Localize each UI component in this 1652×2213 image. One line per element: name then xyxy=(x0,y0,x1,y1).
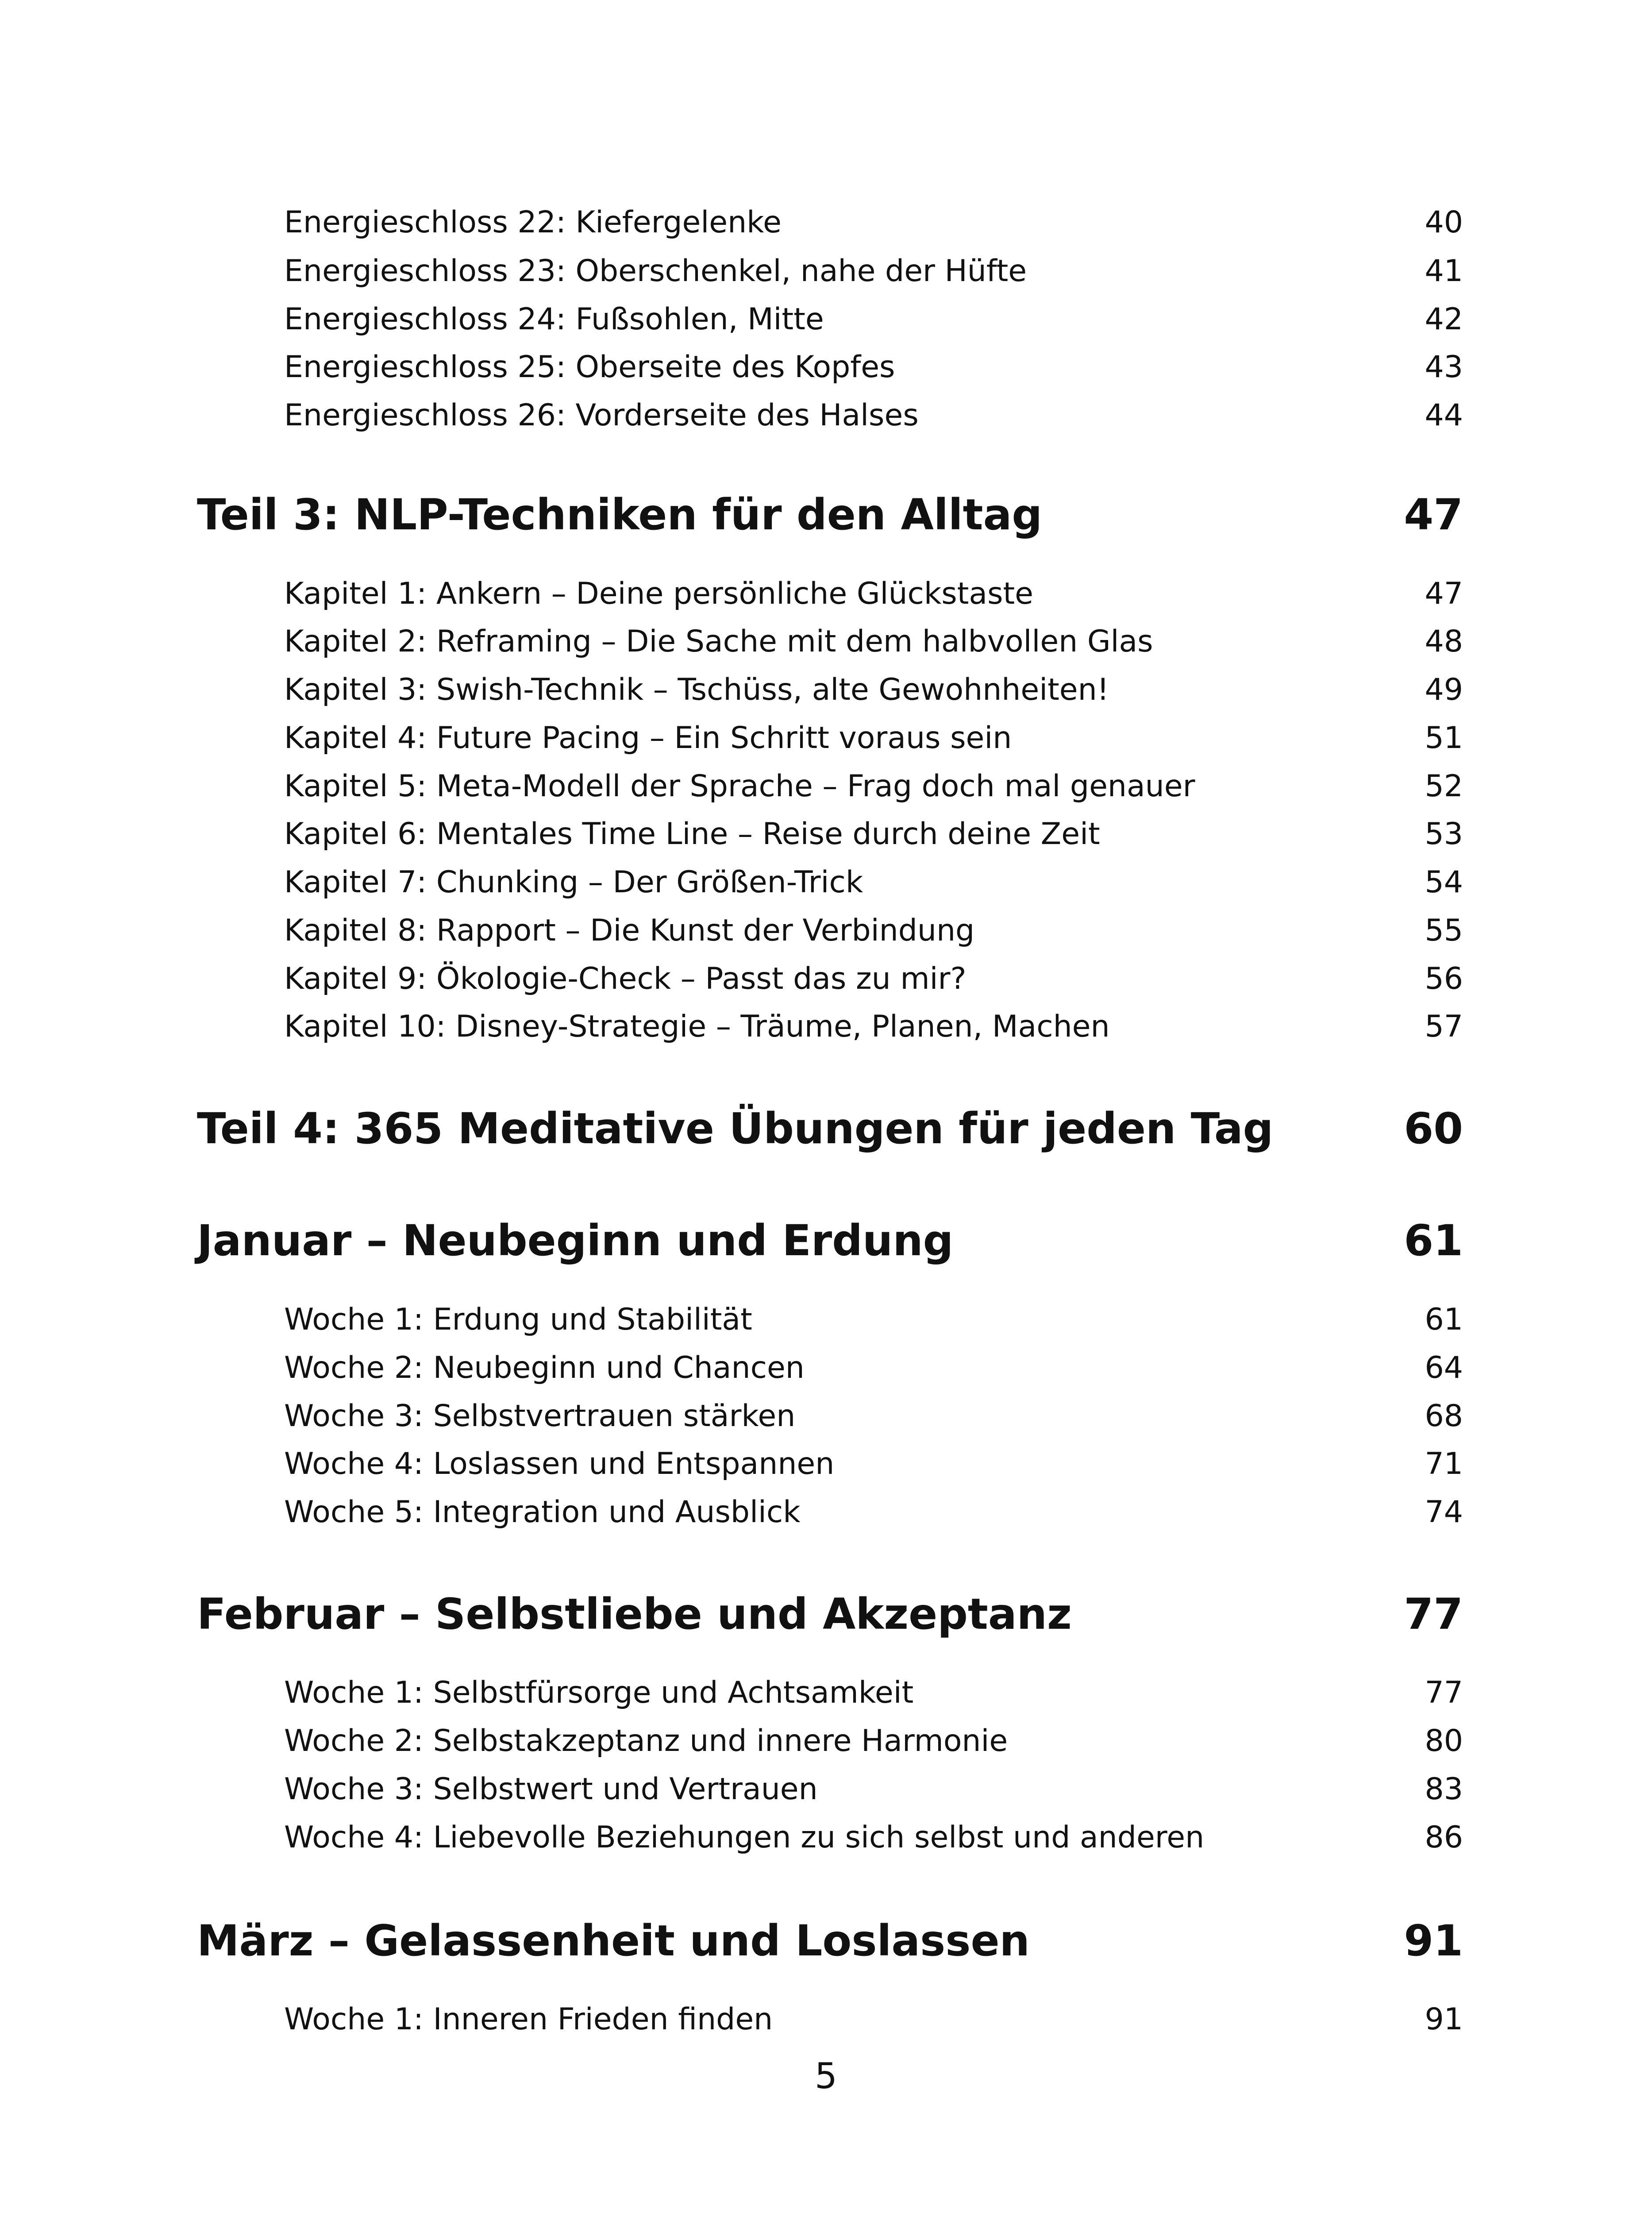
toc-entry xyxy=(284,1765,1463,1814)
toc-entry-title: Woche 2: Neubeginn und Chancen xyxy=(284,1350,805,1385)
toc-entry-title: Kapitel 2: Reframing – Die Sache mit dem halbvollen Glas xyxy=(284,624,1153,659)
toc-entry xyxy=(284,666,1463,714)
toc-entry-title: Kapitel 6: Mentales Time Line – Reise durch deine Zeit xyxy=(284,817,1100,852)
toc-entry-title: Kapitel 10: Disney-Strategie – Träume, Planen, Machen xyxy=(284,1009,1110,1044)
toc-heading-title: Teil 3: NLP-Techniken für den Alltag xyxy=(197,490,1043,540)
toc-entry-page: 91 xyxy=(1425,2002,1463,2037)
toc-entry xyxy=(284,1392,1463,1441)
toc-heading-title: Januar – Neubeginn und Erdung xyxy=(197,1216,954,1265)
toc-entry-title: Energieschloss 24: Fußsohlen, Mitte xyxy=(284,302,824,337)
toc-entry-page: 53 xyxy=(1425,817,1463,852)
toc-entry xyxy=(284,1669,1463,1717)
toc-entry-page: 40 xyxy=(1425,205,1463,240)
toc-entry-page: 64 xyxy=(1425,1350,1463,1385)
toc-entry-title: Kapitel 5: Meta-Modell der Sprache – Frag doch mal genauer xyxy=(284,769,1195,804)
toc-entry xyxy=(284,247,1463,296)
toc-section-heading xyxy=(197,1098,1463,1160)
toc-entry-page: 61 xyxy=(1425,1302,1463,1337)
toc-entry xyxy=(284,1002,1463,1051)
toc-entry-title: Kapitel 7: Chunking – Der Größen-Trick xyxy=(284,865,863,900)
toc-entry xyxy=(284,1717,1463,1766)
toc-heading-page: 60 xyxy=(1404,1104,1463,1153)
toc-section-heading xyxy=(197,1210,1463,1272)
toc-entry xyxy=(284,1344,1463,1392)
toc-entry-page: 47 xyxy=(1425,576,1463,611)
toc-entry-title: Energieschloss 25: Oberseite des Kopfes xyxy=(284,350,895,385)
toc-entry-page: 42 xyxy=(1425,302,1463,337)
toc-entry xyxy=(284,1488,1463,1537)
toc-entry-page: 56 xyxy=(1425,961,1463,996)
toc-entry xyxy=(284,1995,1463,2044)
toc-entry xyxy=(284,570,1463,618)
toc-entry-page: 55 xyxy=(1425,913,1463,948)
toc-entry-title: Woche 1: Inneren Frieden finden xyxy=(284,2002,773,2037)
toc-entry xyxy=(284,391,1463,440)
toc-entry-page: 77 xyxy=(1425,1675,1463,1710)
toc-heading-page: 47 xyxy=(1404,490,1463,540)
toc-heading-title: März – Gelassenheit und Loslassen xyxy=(197,1916,1030,1966)
toc-entry-title: Woche 4: Loslassen und Entspannen xyxy=(284,1446,835,1481)
toc-entry-page: 80 xyxy=(1425,1723,1463,1758)
toc-entry-title: Energieschloss 22: Kiefergelenke xyxy=(284,205,782,240)
toc-entry xyxy=(284,295,1463,344)
toc-heading-page: 77 xyxy=(1404,1589,1463,1639)
toc-heading-title: Februar – Selbstliebe und Akzeptanz xyxy=(197,1589,1072,1639)
toc-entry xyxy=(284,955,1463,1003)
toc-entry-page: 48 xyxy=(1425,624,1463,659)
toc-entry xyxy=(284,617,1463,666)
toc-entry xyxy=(284,810,1463,859)
toc-section-heading xyxy=(197,1583,1463,1645)
toc-entry xyxy=(284,1295,1463,1344)
toc-entry-title: Woche 3: Selbstwert und Vertrauen xyxy=(284,1772,818,1807)
toc-entry-title: Kapitel 1: Ankern – Deine persönliche Glückstaste xyxy=(284,576,1033,611)
toc-entry-title: Kapitel 3: Swish-Technik – Tschüss, alte Gewohnheiten! xyxy=(284,672,1109,707)
toc-entry-title: Woche 2: Selbstakzeptanz und innere Harmonie xyxy=(284,1723,1008,1758)
toc-entry-page: 54 xyxy=(1425,865,1463,900)
toc-section-heading xyxy=(197,1910,1463,1972)
toc-entry-title: Woche 1: Selbstfürsorge und Achtsamkeit xyxy=(284,1675,914,1710)
toc-entry-page: 86 xyxy=(1425,1820,1463,1855)
toc-entry-title: Energieschloss 23: Oberschenkel, nahe der Hüfte xyxy=(284,254,1027,289)
toc-entry-page: 68 xyxy=(1425,1399,1463,1434)
toc-heading-title: Teil 4: 365 Meditative Übungen für jeden Tag xyxy=(197,1104,1274,1153)
toc-entry-page: 44 xyxy=(1425,398,1463,433)
toc-entry-title: Woche 1: Erdung und Stabilität xyxy=(284,1302,752,1337)
toc-entry-page: 51 xyxy=(1425,721,1463,756)
toc-entry xyxy=(284,762,1463,811)
toc-entry xyxy=(284,1440,1463,1488)
toc-entry-page: 83 xyxy=(1425,1772,1463,1807)
toc-entry-title: Woche 3: Selbstvertrauen stärken xyxy=(284,1399,796,1434)
toc-heading-page: 91 xyxy=(1404,1916,1463,1966)
toc-entry-title: Energieschloss 26: Vorderseite des Halses xyxy=(284,398,919,433)
toc-entry xyxy=(284,714,1463,763)
toc-entry-page: 43 xyxy=(1425,350,1463,385)
page-number: 5 xyxy=(815,2055,837,2097)
toc-entry xyxy=(284,858,1463,907)
toc-entry-title: Kapitel 4: Future Pacing – Ein Schritt voraus sein xyxy=(284,721,1012,756)
toc-section-heading xyxy=(197,484,1463,546)
toc-entry-page: 57 xyxy=(1425,1009,1463,1044)
toc-entry-page: 74 xyxy=(1425,1495,1463,1530)
toc-entry-title: Kapitel 9: Ökologie-Check – Passt das zu mir? xyxy=(284,961,967,996)
toc-entry-page: 71 xyxy=(1425,1446,1463,1481)
toc-entry-title: Woche 4: Liebevolle Beziehungen zu sich selbst und anderen xyxy=(284,1820,1205,1855)
toc-entry-page: 41 xyxy=(1425,254,1463,289)
toc-entry-title: Kapitel 8: Rapport – Die Kunst der Verbindung xyxy=(284,913,975,948)
toc-entry-page: 52 xyxy=(1425,769,1463,804)
toc-entry xyxy=(284,906,1463,955)
toc-entry-page: 49 xyxy=(1425,672,1463,707)
toc-entry xyxy=(284,198,1463,247)
toc-entry xyxy=(284,343,1463,392)
toc-entry-title: Woche 5: Integration und Ausblick xyxy=(284,1495,801,1530)
toc-entry xyxy=(284,1813,1463,1862)
toc-heading-page: 61 xyxy=(1404,1216,1463,1265)
